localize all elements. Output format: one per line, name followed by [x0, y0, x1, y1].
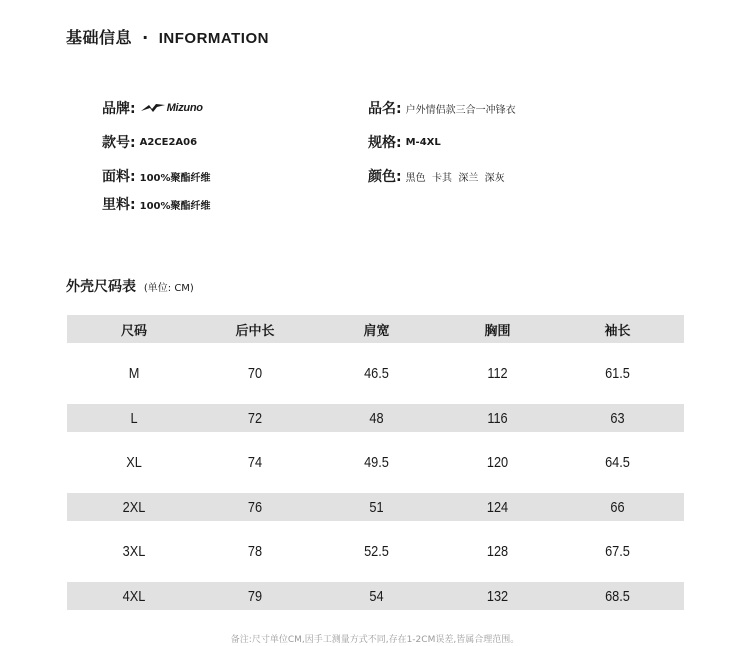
- size-chart-unit: (单位: CM): [143, 283, 194, 294]
- cell-size: XL: [126, 454, 142, 471]
- table-header-row: [67, 315, 684, 343]
- cell-size: M: [128, 365, 140, 382]
- product-name-row: [368, 98, 516, 118]
- header-chest: 胸围: [484, 323, 511, 339]
- cell-back-length: 78: [247, 543, 263, 560]
- style-no-value: A2CE2A06: [139, 136, 198, 148]
- cell-shoulder: 51: [369, 498, 384, 516]
- table-row: [67, 432, 684, 493]
- shell-value: 100%聚酯纤维: [139, 172, 211, 184]
- colors-value: 黑色 卡其 深兰 深灰: [405, 172, 505, 184]
- colors-row: [368, 166, 505, 186]
- cell-back-length: 79: [247, 587, 263, 605]
- cell-shoulder: 54: [369, 587, 384, 605]
- size-chart-title-text: 外壳尺码表: [66, 279, 136, 295]
- style-no-row: [102, 132, 197, 152]
- cell-chest: 124: [486, 498, 509, 516]
- table-row: [67, 343, 684, 404]
- heading-zh: 基础信息: [66, 28, 133, 47]
- style-no-label: 款号:: [102, 135, 136, 151]
- colors-label: 颜色:: [368, 169, 402, 185]
- cell-size: 4XL: [122, 587, 146, 605]
- table-row: [67, 521, 684, 582]
- shell-label: 面料:: [102, 169, 136, 185]
- lining-row: [102, 194, 211, 214]
- size-table: [67, 315, 684, 610]
- size-chart-title: [66, 276, 194, 296]
- header-back-length: 后中长: [235, 323, 275, 339]
- cell-back-length: 76: [247, 498, 263, 516]
- lining-value: 100%聚酯纤维: [139, 200, 211, 212]
- cell-chest: 116: [487, 409, 508, 427]
- cell-shoulder: 52.5: [364, 543, 389, 560]
- table-row: [67, 582, 684, 610]
- spec-label: 规格:: [368, 135, 402, 151]
- table-row: [67, 493, 684, 521]
- heading-separator: ·: [142, 28, 149, 47]
- cell-sleeve: 64.5: [605, 454, 630, 471]
- lining-label: 里料:: [102, 197, 136, 213]
- cell-sleeve: 67.5: [605, 543, 630, 560]
- runbird-icon: [140, 103, 166, 113]
- mizuno-logo: [140, 102, 203, 114]
- cell-chest: 132: [486, 587, 509, 605]
- product-name-value: 户外情侣款三合一冲锋衣: [405, 104, 516, 116]
- cell-sleeve: 66: [610, 498, 625, 516]
- header-shoulder: 肩宽: [363, 323, 390, 339]
- cell-back-length: 74: [247, 454, 263, 471]
- cell-size: 2XL: [122, 498, 146, 516]
- cell-sleeve: 68.5: [605, 587, 630, 605]
- brand-label: 品牌:: [102, 101, 136, 117]
- cell-shoulder: 46.5: [364, 365, 389, 382]
- spec-row: [368, 132, 441, 152]
- header-size: 尺码: [120, 323, 147, 339]
- cell-back-length: 72: [247, 409, 263, 427]
- header-sleeve: 袖长: [604, 323, 631, 339]
- cell-back-length: 70: [247, 365, 263, 382]
- cell-size: L: [130, 409, 138, 427]
- footnote: 备注:尺寸单位CM,因手工测量方式不同,存在1-2CM误差,皆属合理范围。: [230, 635, 520, 645]
- cell-chest: 128: [486, 543, 509, 560]
- spec-value: M-4XL: [405, 136, 441, 148]
- cell-chest: 120: [486, 454, 509, 471]
- cell-size: 3XL: [122, 543, 146, 560]
- shell-row: [102, 166, 211, 186]
- cell-chest: 112: [487, 365, 508, 382]
- cell-sleeve: 63: [610, 409, 625, 427]
- brand-row: [102, 98, 203, 118]
- heading-en: INFORMATION: [158, 30, 269, 47]
- section-heading: [66, 25, 269, 48]
- product-name-label: 品名:: [368, 101, 402, 117]
- table-row: [67, 404, 684, 432]
- cell-sleeve: 61.5: [605, 365, 630, 382]
- logo-text: Mizuno: [166, 102, 203, 114]
- cell-shoulder: 49.5: [364, 454, 389, 471]
- cell-shoulder: 48: [369, 409, 384, 427]
